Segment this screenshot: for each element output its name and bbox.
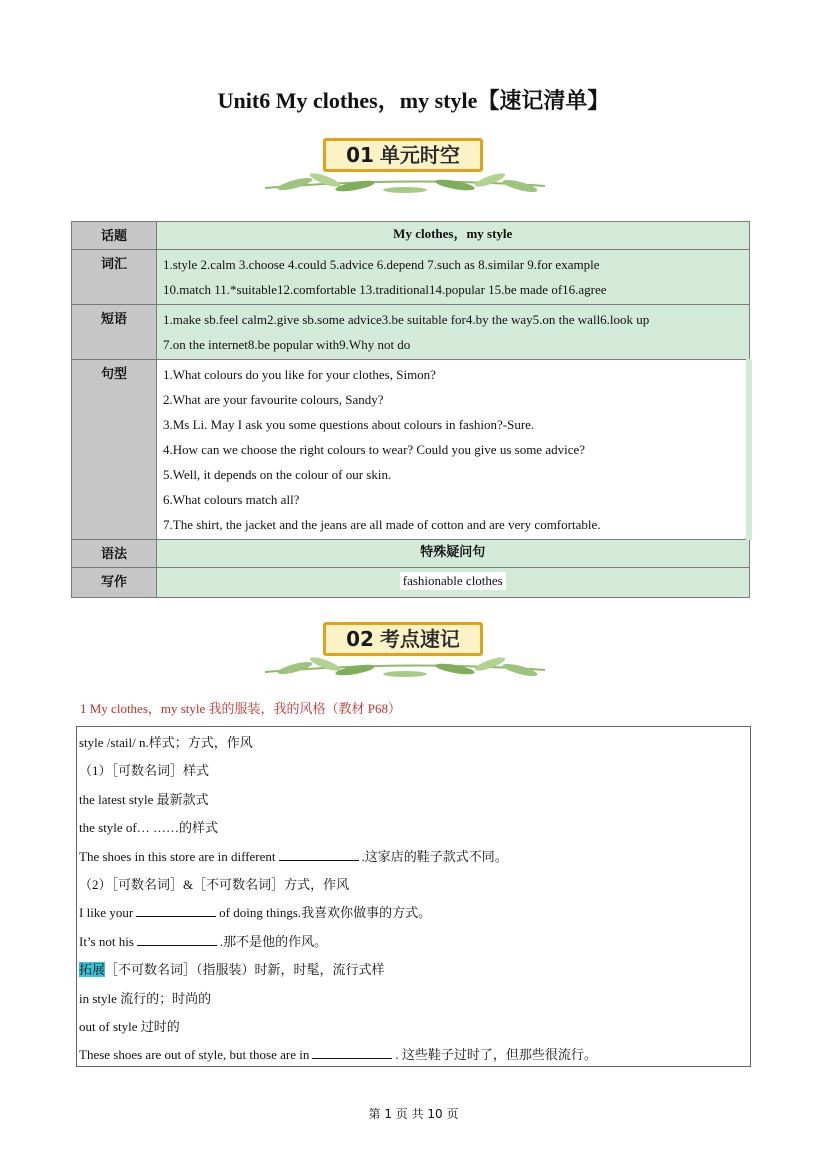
section-banner-2 — [255, 620, 555, 682]
section-banner-label: 01 单元时空 — [323, 138, 483, 172]
kp-line: （1）［可数名词］样式 — [79, 763, 210, 779]
phrases-value: 1.make sb.feel calm2.give sb.some advice3.be suitable for4.by the way5.on the wall6.look up 7.on the internet8.be popular with9.Why not do — [157, 305, 750, 360]
unit-summary-table — [71, 221, 752, 598]
row-label-topic: 话题 — [72, 222, 157, 250]
kp-line: the latest style 最新款式 — [79, 791, 209, 807]
key-point-box — [76, 726, 751, 1067]
topic-value: My clothes，my style — [157, 222, 750, 250]
kp-line: It’s not his .那不是他的作风。 — [79, 933, 328, 949]
row-label-vocab: 词汇 — [72, 250, 157, 305]
vocab-value: 1.style 2.calm 3.choose 4.could 5.advice 6.depend 7.such as 8.similar 9.for example 10.match 11.*suitable12.comfortable 13.traditional14.popular 15.be made of16.agree — [157, 250, 750, 305]
kp-line: out of style 过时的 — [79, 1019, 180, 1035]
page-title: Unit6 My clothes，my style【速记清单】 — [217, 88, 610, 113]
key-point-title: 1 My clothes，my style 我的服装，我的风格（教材 P68） — [80, 701, 402, 716]
table-row — [72, 540, 750, 568]
page-footer: 第 1 页 共 10 页 — [368, 1107, 459, 1121]
kp-line: （2）［可数名词］&［不可数名词］方式，作风 — [79, 877, 350, 893]
kp-line: in style 流行的；时尚的 — [79, 990, 212, 1006]
grammar-value: 特殊疑问句 — [157, 540, 750, 568]
fill-blank[interactable] — [279, 847, 359, 861]
row-label-writing: 写作 — [72, 568, 157, 598]
row-label-grammar: 语法 — [72, 540, 157, 568]
sentences-value: 1.What colours do you like for your clothes, Simon? 2.What are your favourite colours, Sandy? 3.Ms Li. May I ask you some questions about colours in fashion?-Sure. 4.How can we choose the right colours to wear? Could you give us some advice? 5.Well, it depends on the colour of our skin. 6.What colours match all? 7.The shirt, the jacket and the jeans are all made of cotton and are very comfortable. — [157, 360, 750, 540]
table-row — [72, 360, 750, 540]
table-row — [72, 222, 750, 250]
extension-badge: 拓展 — [79, 962, 106, 978]
writing-value: fashionable clothes — [157, 568, 750, 598]
table-row — [72, 568, 750, 598]
kp-line: I like your of doing things.我喜欢你做事的方式。 — [79, 905, 432, 921]
kp-line: style /stail/ n.样式；方式，作风 — [79, 735, 253, 750]
kp-line: 拓展［不可数名词］（指服装）时新，时髦，流行式样 — [79, 962, 385, 978]
section-banner-label: 02 考点速记 — [323, 622, 483, 656]
kp-line: the style of… ……的样式 — [79, 820, 219, 836]
fill-blank[interactable] — [137, 932, 217, 946]
row-label-sentences: 句型 — [72, 360, 157, 540]
table-row — [72, 250, 750, 305]
kp-line: The shoes in this store are in different .这家店的鞋子款式不同。 — [79, 848, 508, 864]
fill-blank[interactable] — [136, 903, 216, 917]
section-banner-1 — [255, 136, 555, 198]
kp-line: These shoes are out of style, but those are in . 这些鞋子过时了，但那些很流行。 — [79, 1047, 597, 1063]
table-row — [72, 305, 750, 360]
row-label-phrases: 短语 — [72, 305, 157, 360]
fill-blank[interactable] — [312, 1045, 392, 1059]
